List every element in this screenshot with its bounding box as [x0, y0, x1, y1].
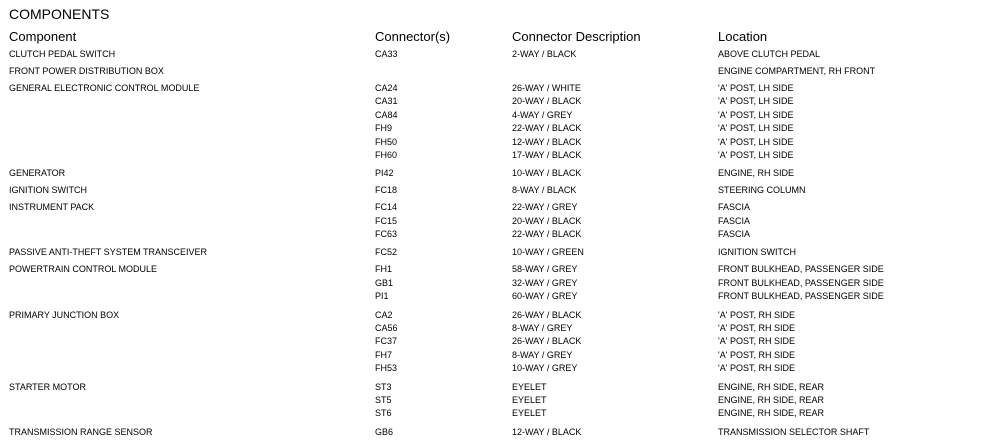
table-row: [9, 82, 999, 95]
component-group: [9, 381, 999, 421]
components-page: [9, 6, 999, 439]
component-name: FRONT POWER DISTRIBUTION BOX: [9, 65, 164, 76]
header-connectors: Connector(s): [375, 29, 451, 44]
component-group: [9, 65, 999, 78]
connector-description: 17-WAY / BLACK: [512, 149, 582, 160]
table-row: [9, 290, 999, 303]
connector-id: CA2: [375, 309, 393, 320]
location: ENGINE COMPARTMENT, RH FRONT: [718, 65, 876, 76]
location: 'A' POST, RH SIDE: [718, 363, 795, 374]
component-group: [9, 167, 999, 180]
location: FASCIA: [718, 229, 751, 240]
connector-id: FH9: [375, 123, 393, 134]
table-row: [9, 65, 999, 78]
connector-id: PI42: [375, 168, 394, 179]
location: 'A' POST, LH SIDE: [718, 123, 794, 134]
table-row: [9, 263, 999, 276]
location: TRANSMISSION SELECTOR SHAFT: [718, 426, 870, 437]
location: 'A' POST, LH SIDE: [718, 96, 794, 107]
connector-id: CA56: [375, 323, 398, 333]
table-row: [9, 136, 999, 149]
location: FRONT BULKHEAD, PASSENGER SIDE: [718, 277, 884, 288]
table-row: [9, 167, 999, 180]
component-group: [9, 263, 999, 303]
component-name: IGNITION SWITCH: [9, 185, 87, 196]
table-row: [9, 246, 999, 259]
table-row: [9, 122, 999, 135]
table-row: [9, 201, 999, 214]
connector-description: 22-WAY / GREY: [512, 202, 578, 213]
component-name: STARTER MOTOR: [9, 381, 87, 392]
connector-id: ST5: [375, 394, 392, 405]
connector-id: GB6: [375, 426, 394, 437]
connector-description: 10-WAY / GREEN: [512, 247, 584, 258]
connector-description: 60-WAY / GREY: [512, 291, 578, 302]
table-header: [9, 28, 999, 46]
connector-id: ST6: [375, 408, 392, 419]
connector-description: 10-WAY / GREY: [512, 363, 578, 374]
connector-id: CA84: [375, 109, 398, 120]
connector-id: GB1: [375, 277, 394, 288]
component-name: PASSIVE ANTI-THEFT SYSTEM TRANSCEIVER: [9, 247, 208, 258]
connector-description: 22-WAY / BLACK: [512, 123, 582, 134]
location: ENGINE, RH SIDE, REAR: [718, 394, 825, 405]
component-name: INSTRUMENT PACK: [9, 202, 95, 213]
location: 'A' POST, RH SIDE: [718, 349, 795, 360]
connector-description: 12-WAY / BLACK: [512, 426, 582, 437]
component-name: GENERATOR: [9, 168, 66, 179]
connector-id: FC18: [375, 185, 398, 196]
connector-description: 8-WAY / GREY: [512, 349, 573, 360]
connector-description: 10-WAY / BLACK: [512, 168, 582, 179]
connector-description: 2-WAY / BLACK: [512, 49, 577, 59]
table-row: [9, 394, 999, 407]
connector-id: FH50: [375, 136, 398, 147]
location: 'A' POST, RH SIDE: [718, 323, 795, 333]
table-row: [9, 362, 999, 375]
table-row: [9, 407, 999, 420]
location: ENGINE, RH SIDE, REAR: [718, 408, 825, 419]
connector-description: 22-WAY / BLACK: [512, 229, 582, 240]
location: ENGINE, RH SIDE, REAR: [718, 381, 825, 392]
connector-description: 20-WAY / BLACK: [512, 96, 582, 107]
location: FRONT BULKHEAD, PASSENGER SIDE: [718, 291, 884, 302]
connector-description: 58-WAY / GREY: [512, 264, 578, 275]
table-row: [9, 184, 999, 197]
location: ABOVE CLUTCH PEDAL: [718, 49, 821, 59]
location: 'A' POST, LH SIDE: [718, 82, 794, 93]
connector-id: FH1: [375, 264, 393, 275]
table-row: [9, 277, 999, 290]
table-row: [9, 426, 999, 439]
component-group: [9, 48, 999, 61]
connector-id: FH53: [375, 363, 398, 374]
connector-description: 8-WAY / GREY: [512, 323, 573, 333]
table-row: [9, 48, 999, 61]
location: 'A' POST, RH SIDE: [718, 336, 795, 347]
location: FRONT BULKHEAD, PASSENGER SIDE: [718, 264, 884, 275]
component-group: [9, 246, 999, 259]
connector-description: 26-WAY / WHITE: [512, 82, 581, 93]
component-name: CLUTCH PEDAL SWITCH: [9, 49, 116, 59]
connector-description: EYELET: [512, 408, 547, 419]
components-table-body: [9, 48, 999, 439]
table-row: [9, 95, 999, 108]
location: STEERING COLUMN: [718, 185, 806, 196]
component-name: GENERAL ELECTRONIC CONTROL MODULE: [9, 82, 200, 93]
connector-id: FC15: [375, 215, 398, 226]
table-row: [9, 335, 999, 348]
component-name: TRANSMISSION RANGE SENSOR: [9, 426, 153, 437]
location: FASCIA: [718, 202, 751, 213]
component-group: [9, 426, 999, 439]
header-location: Location: [718, 29, 768, 44]
location: 'A' POST, LH SIDE: [718, 109, 794, 120]
location: 'A' POST, LH SIDE: [718, 136, 794, 147]
connector-description: 8-WAY / BLACK: [512, 185, 577, 196]
connector-id: PI1: [375, 291, 389, 302]
component-name: PRIMARY JUNCTION BOX: [9, 309, 120, 320]
location: 'A' POST, RH SIDE: [718, 309, 795, 320]
connector-id: FH7: [375, 349, 393, 360]
table-row: [9, 149, 999, 162]
connector-description: EYELET: [512, 381, 547, 392]
table-row: [9, 349, 999, 362]
connector-description: 20-WAY / BLACK: [512, 215, 582, 226]
connector-description: 26-WAY / BLACK: [512, 309, 582, 320]
component-name: POWERTRAIN CONTROL MODULE: [9, 264, 158, 275]
connector-id: FC37: [375, 336, 398, 347]
table-row: [9, 109, 999, 122]
table-row: [9, 215, 999, 228]
location: 'A' POST, LH SIDE: [718, 149, 794, 160]
connector-description: 4-WAY / GREY: [512, 109, 573, 120]
connector-id: CA33: [375, 49, 398, 59]
connector-id: FC63: [375, 229, 398, 240]
connector-id: ST3: [375, 381, 392, 392]
table-row: [9, 309, 999, 322]
header-connector-description: Connector Description: [512, 29, 641, 44]
component-group: [9, 309, 999, 376]
component-group: [9, 82, 999, 162]
location: FASCIA: [718, 215, 751, 226]
connector-id: FH60: [375, 149, 398, 160]
component-group: [9, 184, 999, 197]
connector-id: CA24: [375, 82, 398, 93]
connector-id: FC52: [375, 247, 398, 258]
connector-id: FC14: [375, 202, 398, 213]
table-row: [9, 322, 999, 335]
component-group: [9, 201, 999, 241]
header-component: Component: [9, 29, 77, 44]
location: IGNITION SWITCH: [718, 247, 796, 258]
connector-id: CA31: [375, 96, 398, 107]
table-row: [9, 381, 999, 394]
connector-description: EYELET: [512, 394, 547, 405]
connector-description: 32-WAY / GREY: [512, 277, 578, 288]
page-title: COMPONENTS: [9, 6, 110, 22]
table-row: [9, 228, 999, 241]
location: ENGINE, RH SIDE: [718, 168, 795, 179]
connector-description: 26-WAY / BLACK: [512, 336, 582, 347]
connector-description: 12-WAY / BLACK: [512, 136, 582, 147]
